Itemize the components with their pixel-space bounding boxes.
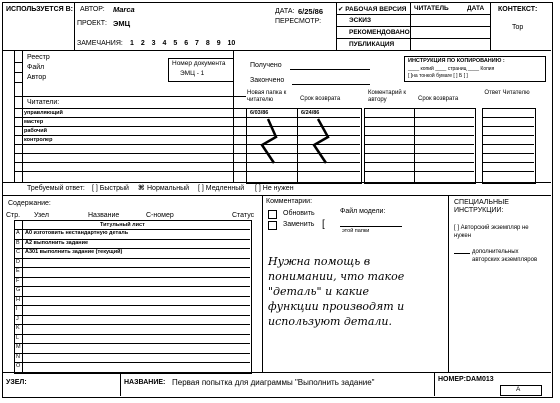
divider <box>14 286 250 287</box>
divider <box>454 253 470 254</box>
readers-title: Читатели: <box>27 99 60 106</box>
reader-row[interactable]: контролер <box>24 137 53 143</box>
received-label: Получено <box>250 62 282 69</box>
divider <box>262 195 263 372</box>
contents-row-letter: B <box>16 239 20 246</box>
doc-number-label: Номер документа <box>172 60 226 67</box>
divider <box>2 195 551 196</box>
revised-label: ПЕРЕСМОТР: <box>275 18 322 25</box>
divider <box>14 108 246 109</box>
divider <box>246 171 360 172</box>
contents-row-letter: E <box>16 268 20 274</box>
checkbox-icon <box>268 210 277 219</box>
routing-option-file[interactable]: Файл <box>27 64 45 71</box>
contents-col-page: Стр. <box>6 212 21 219</box>
divider <box>14 258 250 259</box>
divider <box>14 117 246 118</box>
divider <box>14 334 250 335</box>
divider <box>482 144 534 145</box>
divider <box>482 171 534 172</box>
zigzag-marks <box>246 117 360 167</box>
response-normal-checked-icon[interactable]: ⌘ <box>138 185 145 192</box>
contents-col-cnumber: С-номер <box>146 212 174 219</box>
folder-label: этой папки <box>342 228 370 234</box>
name-value[interactable]: Первая попытка для диаграммы "Выполнить задание" <box>172 378 375 387</box>
divider <box>14 62 22 63</box>
divider <box>14 296 250 297</box>
status-working-option[interactable] <box>338 5 406 13</box>
col-answer-reader: Ответ Читателю <box>484 90 530 96</box>
divider <box>482 153 534 154</box>
comment-grid <box>364 108 476 184</box>
response-label: Требуемый ответ: <box>27 185 85 192</box>
status-recommended-option[interactable]: РЕКОМЕНДОВАНО <box>349 29 410 36</box>
divider <box>336 14 490 15</box>
routing-option-registry[interactable]: Реестр <box>27 54 50 61</box>
divider <box>336 38 490 39</box>
finished-label: Закончено <box>250 77 285 84</box>
divider <box>14 162 246 163</box>
reader-date-label: ДАТА <box>467 5 485 12</box>
divider <box>490 2 491 50</box>
divider <box>14 72 22 73</box>
divider <box>14 153 246 154</box>
return-date[interactable]: 6/24/86 <box>301 110 320 116</box>
routing-option-author[interactable]: Автор <box>27 74 47 81</box>
divider <box>14 82 22 83</box>
divider <box>364 135 474 136</box>
context-label: КОНТЕКСТ: <box>498 6 538 13</box>
title-sheet: Титульный лист <box>100 222 145 228</box>
contents-row-letter: J <box>16 315 19 322</box>
status-working-label: РАБОЧАЯ ВЕРСИЯ <box>345 6 407 13</box>
contents-row-letter: F <box>16 277 20 284</box>
contents-row-letter: O <box>16 363 21 369</box>
contents-row[interactable]: A2 выполнить задание <box>25 239 89 246</box>
col-comment-author: Коментарий к автору <box>368 90 406 103</box>
divider <box>2 50 551 51</box>
status-sketch-option[interactable]: ЭСКИЗ <box>349 17 372 24</box>
doc-number-value[interactable]: ЭМЦ - 1 <box>180 70 205 77</box>
refresh-label: Обновить <box>283 210 315 217</box>
context-value[interactable]: Top <box>512 24 524 31</box>
col-return-date-2: Срок возврата <box>418 96 459 102</box>
divider <box>364 144 474 145</box>
model-file-label: Файл модели: <box>340 208 386 215</box>
sheet-value: A <box>516 386 521 393</box>
author-value[interactable]: Marca <box>113 5 135 14</box>
number-value[interactable]: DAM013 <box>466 376 494 383</box>
contents-col-node: Узел <box>34 212 49 219</box>
contents-row-letter: K <box>16 325 20 331</box>
reader-row[interactable]: мастер <box>24 119 44 125</box>
response-normal[interactable]: Нормальный <box>147 185 190 192</box>
name-label: НАЗВАНИЕ: <box>124 379 166 386</box>
contents-row[interactable]: A301 выполнить задание (текущий) <box>25 249 123 255</box>
node-label: УЗЕЛ: <box>6 379 27 386</box>
date-label: ДАТА: <box>275 8 295 15</box>
contents-row[interactable]: A0 изготовить нестандартную деталь <box>25 230 129 236</box>
divider <box>14 171 246 172</box>
divider <box>14 144 246 145</box>
contents-row-letter: D <box>16 258 20 265</box>
number-label: НОМЕР: <box>438 376 466 383</box>
response-slow[interactable]: [ ] Медленный <box>198 185 245 192</box>
divider <box>292 84 370 85</box>
response-none[interactable]: [ ] Не нужен <box>255 185 294 192</box>
divider <box>340 226 402 227</box>
divider <box>482 117 534 118</box>
sheet-box <box>500 385 542 396</box>
refresh-checkbox[interactable] <box>268 210 277 219</box>
contents-row-letter: L <box>16 334 20 341</box>
divider <box>482 135 534 136</box>
checkbox-icon <box>268 221 277 230</box>
bracket-icon: [ <box>322 219 325 230</box>
answer-grid <box>482 108 536 184</box>
divider <box>14 126 246 127</box>
reader-row[interactable]: рабочий <box>24 128 47 134</box>
reader-label: ЧИТАТЕЛЬ <box>414 5 449 12</box>
reader-row[interactable]: управляющий <box>24 110 63 116</box>
project-label: ПРОЕКТ: <box>77 20 107 27</box>
special-title: СПЕЦИАЛЬНЫЕ ИНСТРУКЦИИ: <box>454 199 509 214</box>
copy-instructions-title: ИНСТРУКЦИЯ ПО КОПИРОВАНИЮ : <box>408 58 505 64</box>
notes-label: ЗАМЕЧАНИЯ: <box>77 40 123 47</box>
divider <box>14 353 250 354</box>
project-value[interactable]: ЭМЦ <box>113 19 131 28</box>
divider <box>434 372 435 396</box>
special-author-copy[interactable]: [ ] Авторский экземпляр не нужен <box>454 225 529 239</box>
replace-checkbox[interactable] <box>268 221 277 230</box>
divider <box>482 162 534 163</box>
divider <box>364 117 474 118</box>
col-new-folder: Новая папка к читателю <box>247 90 287 103</box>
divider <box>14 305 250 306</box>
divider <box>14 96 246 97</box>
divider <box>14 324 250 325</box>
used-at-label: ИСПОЛЬЗУЕТСЯ В: <box>6 6 73 13</box>
contents-row-letter: A <box>16 230 20 236</box>
contents-row-letter: N <box>16 353 20 360</box>
notes-numbers: 1 2 3 4 5 6 7 8 9 10 <box>130 40 236 47</box>
response-fast[interactable]: [ ] Быстрый <box>92 185 129 192</box>
contents-row-letter: C <box>16 249 20 255</box>
contents-title: Содержание: <box>8 200 51 207</box>
divider <box>336 26 490 27</box>
divider <box>364 153 474 154</box>
divider <box>14 135 246 136</box>
copy-instructions-line1: ____ копий ____ страниц ____ Копия <box>408 66 495 72</box>
divider <box>14 362 250 363</box>
divider <box>448 195 449 372</box>
divider <box>14 315 250 316</box>
contents-row-letter: G <box>16 287 21 293</box>
divider <box>364 171 474 172</box>
divider <box>14 277 250 278</box>
date-value[interactable]: 6/25/86 <box>298 7 324 16</box>
divider <box>120 372 121 396</box>
contents-col-name: Название <box>88 212 120 219</box>
copy-instructions-line2: [ ]на тонкой бумаге [ ] Б [ ] <box>408 73 468 79</box>
divider <box>364 162 474 163</box>
checkmark-icon: ✔ <box>338 6 344 13</box>
divider <box>14 267 250 268</box>
divider <box>14 343 250 344</box>
divider <box>74 2 75 50</box>
handwritten-note: Нужна помощь в понимании, что такое "деталь" и какие функции производят и используют детали. <box>268 255 405 328</box>
divider <box>290 69 370 70</box>
contents-col-status: Статус <box>232 212 255 219</box>
contents-row-letter: H <box>16 296 20 303</box>
replace-label: Заменить <box>283 221 315 228</box>
comments-title: Комментарии: <box>266 198 313 205</box>
folder-date[interactable]: 6/03/86 <box>250 110 269 116</box>
divider <box>364 126 474 127</box>
divider <box>2 372 551 373</box>
author-label: АВТОР: <box>80 6 105 13</box>
col-return-date: Срок возврата <box>300 96 341 102</box>
contents-row-letter: I <box>16 306 18 312</box>
special-extra-copies: дополнительных авторских экземпляров <box>472 249 538 263</box>
divider <box>482 126 534 127</box>
status-publication-option[interactable]: ПУБЛИКАЦИЯ <box>349 41 395 48</box>
contents-row-letter: M <box>16 344 21 350</box>
